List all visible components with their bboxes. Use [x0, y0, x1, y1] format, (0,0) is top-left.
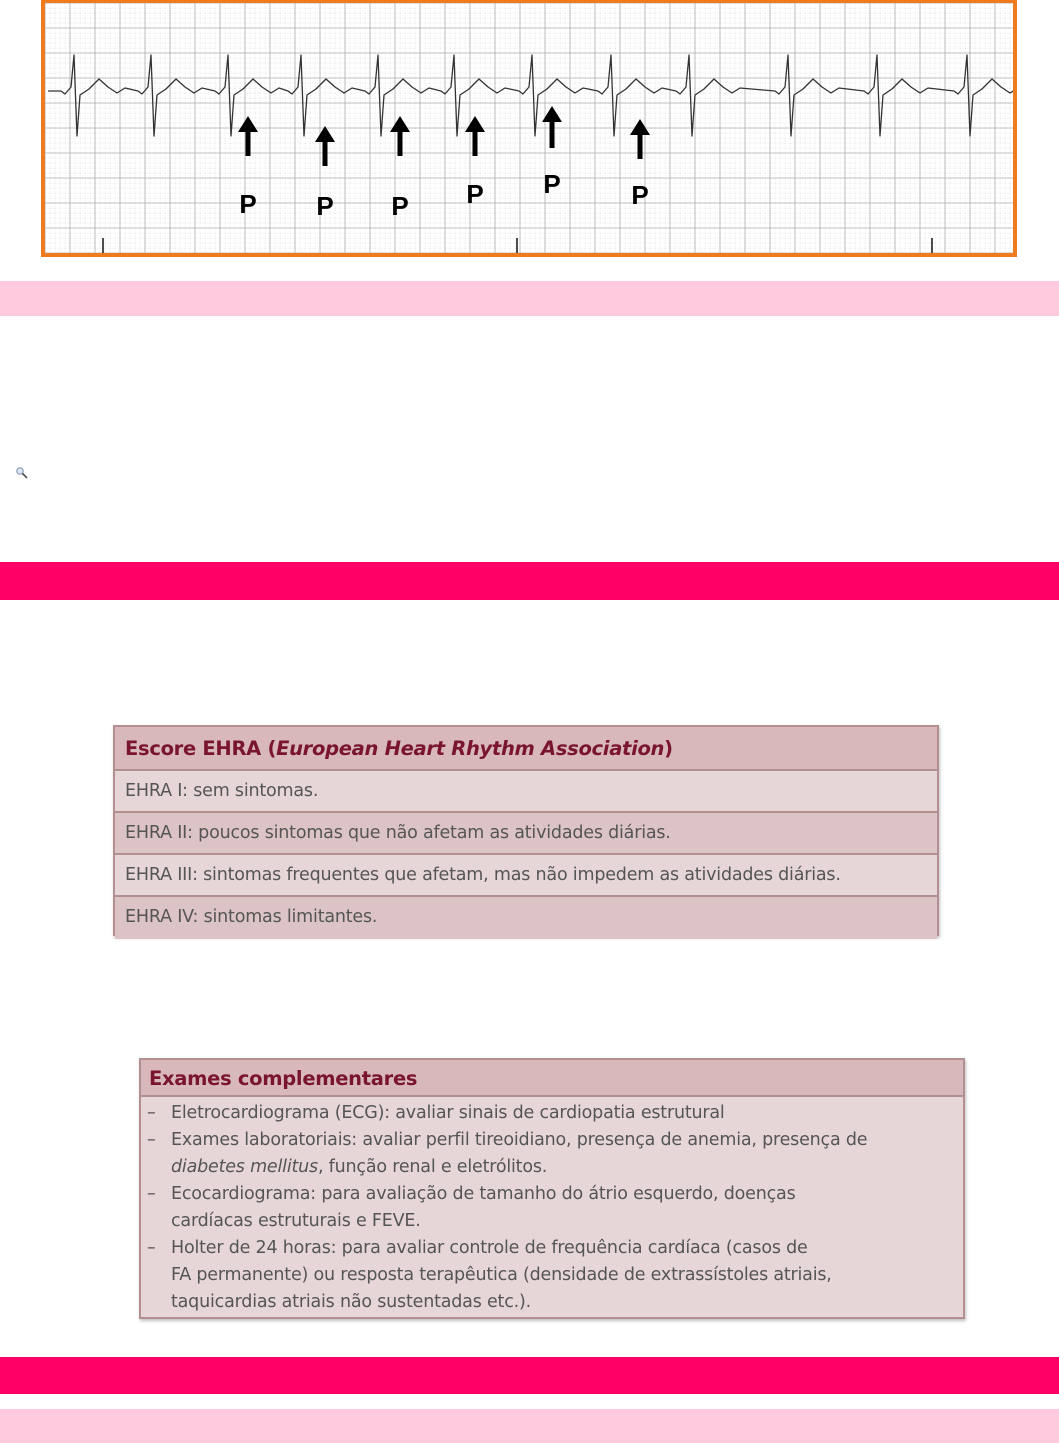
- p-wave-label: P: [391, 191, 409, 221]
- p-wave-label: P: [543, 169, 561, 199]
- ecg-strip: [41, 0, 1017, 257]
- ehra-score-table: [113, 725, 939, 936]
- exam-text: cardíacas estruturais e FEVE.: [171, 1211, 421, 1231]
- exam-item: [141, 1100, 963, 1127]
- exam-text: Ecocardiograma: para avaliação de tamanho do átrio esquerdo, doenças: [171, 1184, 796, 1204]
- ehra-row: EHRA I: sem sintomas.: [115, 771, 937, 813]
- magnifier-icon[interactable]: [14, 465, 34, 485]
- p-wave-label: P: [466, 179, 484, 209]
- p-wave-label: P: [316, 191, 334, 221]
- exams-table: [139, 1058, 965, 1319]
- arrow-head: [390, 116, 410, 132]
- exam-item-line: [171, 1262, 963, 1289]
- exam-text: taquicardias atriais não sustentadas etc.).: [171, 1292, 531, 1312]
- ehra-table-title: [115, 727, 937, 771]
- exam-text: Holter de 24 horas: para avaliar controle de frequência cardíaca (casos de: [171, 1238, 808, 1258]
- light-pink-band: [0, 281, 1059, 316]
- arrow-head: [465, 116, 485, 132]
- exam-item: [141, 1181, 963, 1235]
- exam-item-line: [171, 1289, 963, 1316]
- exam-text-italic: diabetes mellitus: [171, 1157, 318, 1177]
- ehra-rows: [115, 771, 937, 939]
- ehra-row: EHRA IV: sintomas limitantes.: [115, 897, 937, 939]
- exam-text: Eletrocardiograma (ECG): avaliar sinais de cardiopatia estrutural: [171, 1103, 725, 1123]
- list-dash: –: [147, 1130, 156, 1150]
- exam-item-line: [171, 1181, 963, 1208]
- light-pink-band: [0, 1409, 1059, 1443]
- p-wave-label: P: [631, 180, 649, 210]
- exam-item-line: [171, 1100, 963, 1127]
- exam-text: , função renal e eletrólitos.: [317, 1157, 548, 1177]
- exams-list: [141, 1097, 963, 1316]
- ehra-title-suffix: ): [664, 737, 673, 760]
- exam-item: [141, 1127, 963, 1181]
- ecg-grid-major: [45, 3, 1017, 257]
- exam-item-line: [171, 1208, 963, 1235]
- p-wave-label: P: [239, 189, 257, 219]
- ecg-svg: [45, 3, 1017, 257]
- ehra-title-italic: European Heart Rhythm Association: [276, 737, 665, 760]
- ecg-trace: [48, 55, 1017, 136]
- list-dash: –: [147, 1238, 156, 1258]
- ehra-row: EHRA III: sintomas frequentes que afetam, mas não impedem as atividades diárias.: [115, 855, 937, 897]
- section-divider-band: [0, 562, 1059, 600]
- section-divider-band: [0, 1357, 1059, 1394]
- ecg-grid-fine: [45, 3, 1017, 257]
- exam-text: FA permanente) ou resposta terapêutica (densidade de extrassístoles atriais,: [171, 1265, 832, 1285]
- list-dash: –: [147, 1184, 156, 1204]
- exam-item-line: [171, 1154, 963, 1181]
- list-dash: –: [147, 1103, 156, 1123]
- exam-item: [141, 1235, 963, 1316]
- ehra-title-prefix: Escore EHRA (: [125, 737, 277, 760]
- exams-table-title: Exames complementares: [141, 1060, 963, 1097]
- exam-item-line: [171, 1235, 963, 1262]
- exam-item-line: [171, 1127, 963, 1154]
- exam-text: Exames laboratoriais: avaliar perfil tireoidiano, presença de anemia, presença de: [171, 1130, 868, 1150]
- ehra-row: EHRA II: poucos sintomas que não afetam as atividades diárias.: [115, 813, 937, 855]
- arrow-head: [630, 119, 650, 135]
